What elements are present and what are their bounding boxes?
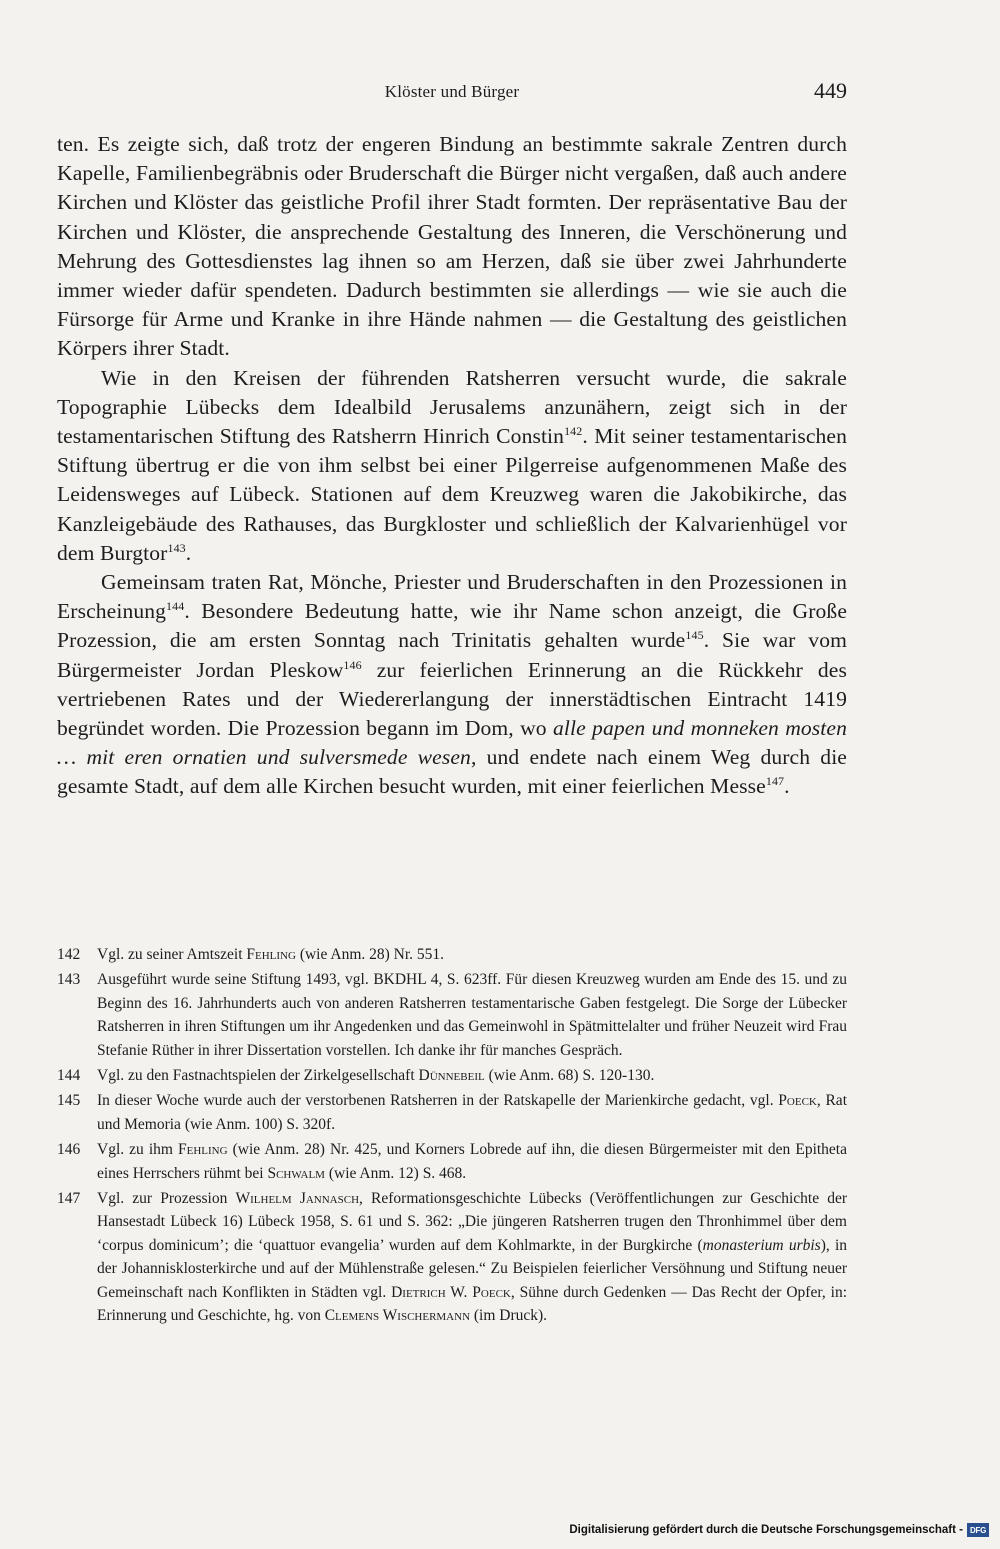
text-run: , Rat und Memoria (wie Anm. 100) S. 320f.: [97, 1092, 847, 1133]
footnote-text: [97, 1187, 847, 1327]
footnote-number: 145: [57, 1092, 81, 1110]
page-header: [57, 78, 847, 108]
text-run: (wie Anm. 12) S. 468.: [324, 1164, 467, 1182]
text-run: Vgl. zur Prozession: [97, 1190, 236, 1208]
digitization-footer: [569, 1519, 989, 1541]
footnote-text: [97, 1064, 847, 1087]
footnote-ref: 143: [167, 540, 186, 555]
text-run: Vgl. zu den Fastnachtspielen der Zirkelgesellschaft: [97, 1067, 419, 1085]
footnote-number: 143: [57, 971, 81, 989]
paragraph: [57, 568, 847, 802]
author-name: Dünnebeil: [418, 1067, 485, 1085]
footnote-number: 147: [57, 1190, 81, 1208]
text-run: In dieser Woche wurde auch der verstorbenen Ratsherren in der Ratskapelle der Marienkirche gedacht, vgl.: [97, 1092, 779, 1110]
text-run: , Reformationsgeschichte Lübecks (Veröffentlichungen zur Geschichte der Hansestadt Lübeck 16) Lübeck 1958, S. 61 und S. 362: „Die jüngeren Ratsherren trugen den Thronhimmel über dem ‘corpus dominicum’; die ‘quattuor evangelia’ wurden auf dem Kohlmarkte, in der Burgkirche (: [97, 1190, 848, 1254]
text-run: , und endete nach einem Weg durch die gesamte Stadt, auf dem alle Kirchen besucht wurden, mit einer feierlichen Messe: [57, 745, 847, 799]
text-run: Gemeinsam traten Rat, Mönche, Priester und Bruderschaften in den Prozessionen in Erscheinung: [57, 570, 847, 624]
text-run: , Sühne durch Gedenken — Das Recht der Opfer, in: Erinnerung und Geschichte, hg. von: [97, 1283, 847, 1325]
footer-text: Digitalisierung gefördert durch die Deutsche Forschungsgemeinschaft -: [569, 1524, 963, 1536]
footnote-ref: 145: [685, 628, 704, 643]
text-run: ), in der Johannisklosterkirche und auf der Mühlenstraße gelesen.“ Zu Beispielen feierlicher Versöhnung und Stiftung neuer Gemeinschaft nach Konflikten in Städten vgl.: [97, 1236, 848, 1301]
footnote-text: [97, 1138, 847, 1185]
footnote-text: [97, 1089, 847, 1136]
text-run: (wie Anm. 28) Nr. 551.: [295, 946, 445, 963]
text-run: (wie Anm. 28) Nr. 425, und Korners Lobrede auf ihn, die diesen Bürgermeister mit den Epitheta eines Herrschers rühmt bei: [97, 1141, 847, 1182]
author-name: Wilhelm Jannasch: [235, 1190, 360, 1208]
footnote-number: 144: [57, 1067, 81, 1085]
text-run: Vgl. zu ihm: [97, 1141, 179, 1159]
footnotes: [57, 943, 847, 1330]
text-run: . Sie war vom Bürgermeister Jordan Pleskow: [57, 628, 847, 682]
dfg-logo-icon: DFG: [967, 1523, 989, 1537]
text-run: zur feierlichen Erinnerung an die Rückkehr des vertriebenen Rates und der Wiedererlangung der innerstädtischen Eintracht 1419 begründet worden. Die Prozession begann im Dom, wo: [57, 657, 847, 741]
text-run: . Mit seiner testamentarischen Stiftung übertrug er die von ihm selbst bei einer Pilgerreise aufgenommenen Maße des Leidensweges auf Lübeck. Stationen auf dem Kreuzweg waren die Jakobikirche, das Kanzleigebäude des Rathauses, das Burgkloster und schließlich der Kalvarienhügel vor dem Burgtor: [57, 424, 847, 565]
body-text: [57, 130, 847, 802]
footnote-number: 146: [57, 1141, 81, 1159]
author-name: Dietrich W. Poeck: [391, 1283, 511, 1301]
italic-quote: alle papen und monneken mosten … mit eren ornatien und sulversmede wesen: [57, 716, 847, 770]
footnote: [57, 1089, 847, 1136]
footnote-ref: 144: [166, 599, 185, 614]
text-run: .: [185, 540, 192, 565]
paragraph: [57, 364, 847, 568]
author-name: Fehling: [178, 1141, 228, 1159]
text-run: (wie Anm. 68) S. 120-130.: [484, 1067, 655, 1085]
author-name: Schwalm: [267, 1164, 325, 1182]
footnote: [57, 1187, 847, 1327]
text-run: ten. Es zeigte sich, daß trotz der engeren Bindung an bestimmte sakrale Zentren durch Kapelle, Familienbegräbnis oder Bruderschaft die Bürger nicht vergaßen, daß auch andere Kirchen und Klöster das geistliche Profil ihrer Stadt formten. Der repräsentative Bau der Kirchen und Klöster, die ansprechende Gestaltung des Inneren, die Verschönerung und Mehrung des Gottesdienstes lag ihnen so am Herzen, daß sie über zwei Jahrhunderte immer wieder dafür spendeten. Dadurch bestimmten sie allerdings — wie sie auch die Fürsorge für Arme und Kranke in ihre Hände nahmen — die Gestaltung des geistlichen Körpers ihrer Stadt.: [57, 132, 847, 361]
footnote: [57, 968, 847, 1062]
text-run: Vgl. zu seiner Amtszeit: [97, 946, 247, 963]
footnote: [57, 943, 847, 966]
footnote-ref: 146: [343, 657, 362, 672]
footnote: [57, 1138, 847, 1185]
author-name: Poeck: [778, 1092, 817, 1110]
text-run: Wie in den Kreisen der führenden Ratsherren versucht wurde, die sakrale Topographie Lübecks dem Idealbild Jerusalems anzunähern, zeigt sich in der testamentarischen Stiftung des Ratsherrn Hinrich Constin: [57, 365, 847, 449]
footnote-ref: 147: [765, 774, 785, 789]
footnote-number: 142: [57, 946, 81, 963]
text-run: Ausgeführt wurde seine Stiftung 1493, vgl. BKDHL 4, S. 623ff. Für diesen Kreuzweg wurden am Ende des 15. und zu Beginn des 16. Jahrhunderts auch von anderen Ratsherren testamentarische Gaben festgelegt. Die Sorge der Lübecker Ratsherren in ihren Stiftungen um ihr Angedenken und das Gemeinwohl in Spätmittelalter und früher Neuzeit wird Frau Stefanie Rüther in ihrer Dissertation vorstellen. Ich danke ihr für manches Gespräch.: [97, 971, 847, 1059]
author-name: Clemens Wischermann: [324, 1307, 471, 1325]
page-number: 449: [814, 78, 847, 103]
author-name: Fehling: [246, 946, 296, 963]
text-run: . Besondere Bedeutung hatte, wie ihr Name schon anzeigt, die Große Prozession, die am ersten Sonntag nach Trinitatis gehalten wurde: [57, 599, 847, 653]
footnote-text: [97, 968, 847, 1062]
footnote-text: [97, 943, 847, 966]
footnote: [57, 1064, 847, 1087]
footnote-ref: 142: [564, 424, 583, 439]
paragraph: [57, 130, 847, 364]
italic-quote: monasterium urbis: [702, 1236, 821, 1254]
text-run: (im Druck).: [470, 1307, 548, 1325]
text-run: .: [784, 774, 790, 799]
running-title: Klöster und Bürger: [384, 82, 520, 101]
